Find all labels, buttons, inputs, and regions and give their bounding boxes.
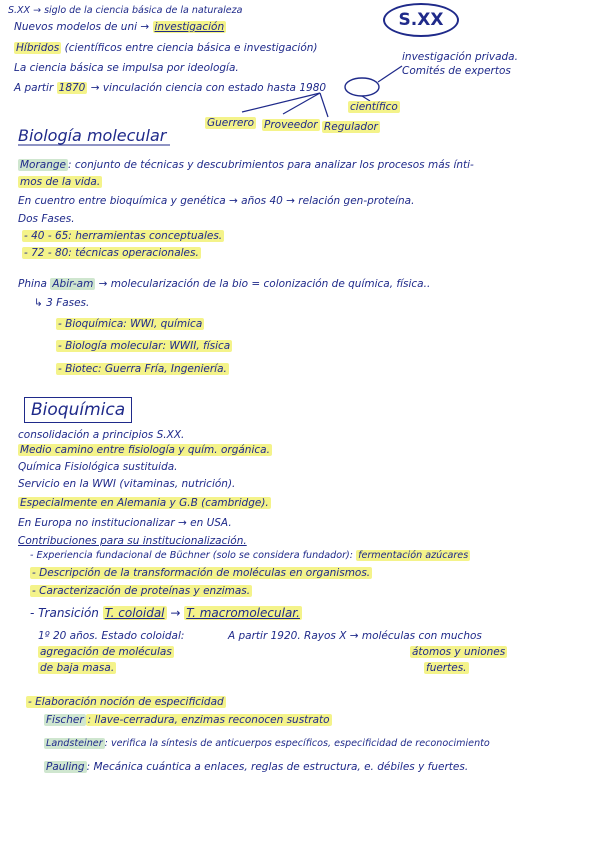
new-models-text: Nuevos modelos de uni → (14, 21, 153, 33)
mb-phase-3: - Biotec: Guerra Fría, Ingeniería. (58, 363, 227, 375)
bq-line-1: consolidación a principios S.XX. (18, 429, 185, 441)
colloid-1: 1º 20 años. Estado coloidal: (38, 630, 185, 642)
xray-2: átomos y uniones (412, 646, 506, 658)
top-line: S.XX → siglo de la ciencia básica de la naturaleza (8, 5, 243, 16)
fischer-term: Fischer (46, 714, 84, 726)
from-1870-line (14, 81, 326, 95)
morange-term: Morange (20, 159, 67, 171)
fischer-line: Fischer : llave-cerradura, enzimas reconocen sustrato (46, 714, 330, 726)
private-research: investigación privada. (402, 51, 518, 63)
landsteiner-term: Landsteiner (46, 738, 103, 749)
expert-committees: Comités de expertos (402, 65, 511, 77)
branch-warrior: Guerrero (207, 117, 255, 129)
new-models-line (14, 20, 226, 34)
hybrids-term: Híbridos (16, 42, 60, 54)
morange-def: : conjunto de técnicas y descubrimientos para analizar los procesos más ínti- (68, 159, 474, 171)
molecular-biology-title: Biología molecular (18, 126, 167, 145)
meeting-line: En cuentro entre bioquímica y genética → años 40 → relación gen-proteína. (18, 195, 415, 207)
bq-contrib-2: - Descripción de la transformación de moléculas en organismos. (32, 567, 371, 579)
specificity-title: - Elaboración noción de especificidad (28, 696, 224, 708)
bq-line-5: Especialmente en Alemania y G.B (cambridge). (20, 497, 269, 509)
mb-phase-1: - Bioquímica: WWI, química (58, 318, 203, 330)
xray-3: fuertes. (426, 662, 467, 674)
mb-phase-2: - Biología molecular: WWII, física (58, 340, 231, 352)
from-1870-a: A partir (14, 82, 57, 94)
from-1870-c: → vinculación ciencia con estado hasta (87, 82, 300, 94)
pauling-term: Pauling (46, 761, 85, 773)
colloid-2: agregación de moléculas (40, 646, 172, 658)
hybrids-desc: (científicos entre ciencia básica e investigación) (61, 42, 318, 54)
branch-scientist: científico (350, 101, 398, 113)
new-models-highlight: investigación (154, 21, 225, 33)
bq-line-3: Química Fisiológica sustituida. (18, 461, 178, 473)
century-badge: S.XX (383, 3, 459, 37)
xray-1: A partir 1920. Rayos X → moléculas con muchos (228, 630, 482, 642)
bq-line-2: Medio camino entre fisiología y quím. orgánica. (20, 444, 270, 456)
branch-regulator: Regulador (324, 121, 378, 133)
pauling-line: Pauling : Mecánica cuántica a enlaces, reglas de estructura, e. débiles y fuertes. (46, 761, 469, 773)
bq-line-4: Servicio en la WWI (vitaminas, nutrición). (18, 478, 236, 490)
bq-line-7: Contribuciones para su institucionalización. (18, 535, 247, 547)
two-phases: Dos Fases. (18, 213, 75, 225)
morange-line-2: mos de la vida. (20, 176, 101, 188)
abir-line: Phina Abir-am → molecularización de la bio = colonización de química, física.. (18, 278, 431, 290)
from-1870-d: 1980 (299, 82, 327, 94)
bq-contrib-4: - Transición T. coloidal → T. macromolecular. (30, 606, 300, 620)
abir-term: Abir-am (52, 278, 94, 290)
morange-line (18, 158, 474, 172)
biochemistry-title: Bioquímica (24, 397, 132, 423)
branch-provider: Proveedor (264, 119, 318, 131)
landsteiner-line: Landsteiner : verifica la síntesis de anticuerpos específicos, especificidad de reconocimiento (46, 738, 490, 749)
hybrids-line (14, 41, 318, 55)
fermentation-highlight: fermentación azúcares (358, 550, 469, 561)
basic-science-line: La ciencia básica se impulsa por ideología. (14, 62, 239, 74)
three-phases: ↳ 3 Fases. (34, 297, 90, 309)
bq-contrib-1: - Experiencia fundacional de Büchner (solo se considera fundador): fermentación azúcares (30, 550, 469, 561)
bq-contrib-3: - Caracterización de proteínas y enzimas. (32, 585, 251, 597)
phase-1: - 40 - 65: herramientas conceptuales. (24, 230, 223, 242)
from-1870-year: 1870 (58, 82, 86, 94)
bq-line-6: En Europa no institucionalizar → en USA. (18, 517, 232, 529)
phase-2: - 72 - 80: técnicas operacionales. (24, 247, 199, 259)
colloid-3: de baja masa. (40, 662, 115, 674)
